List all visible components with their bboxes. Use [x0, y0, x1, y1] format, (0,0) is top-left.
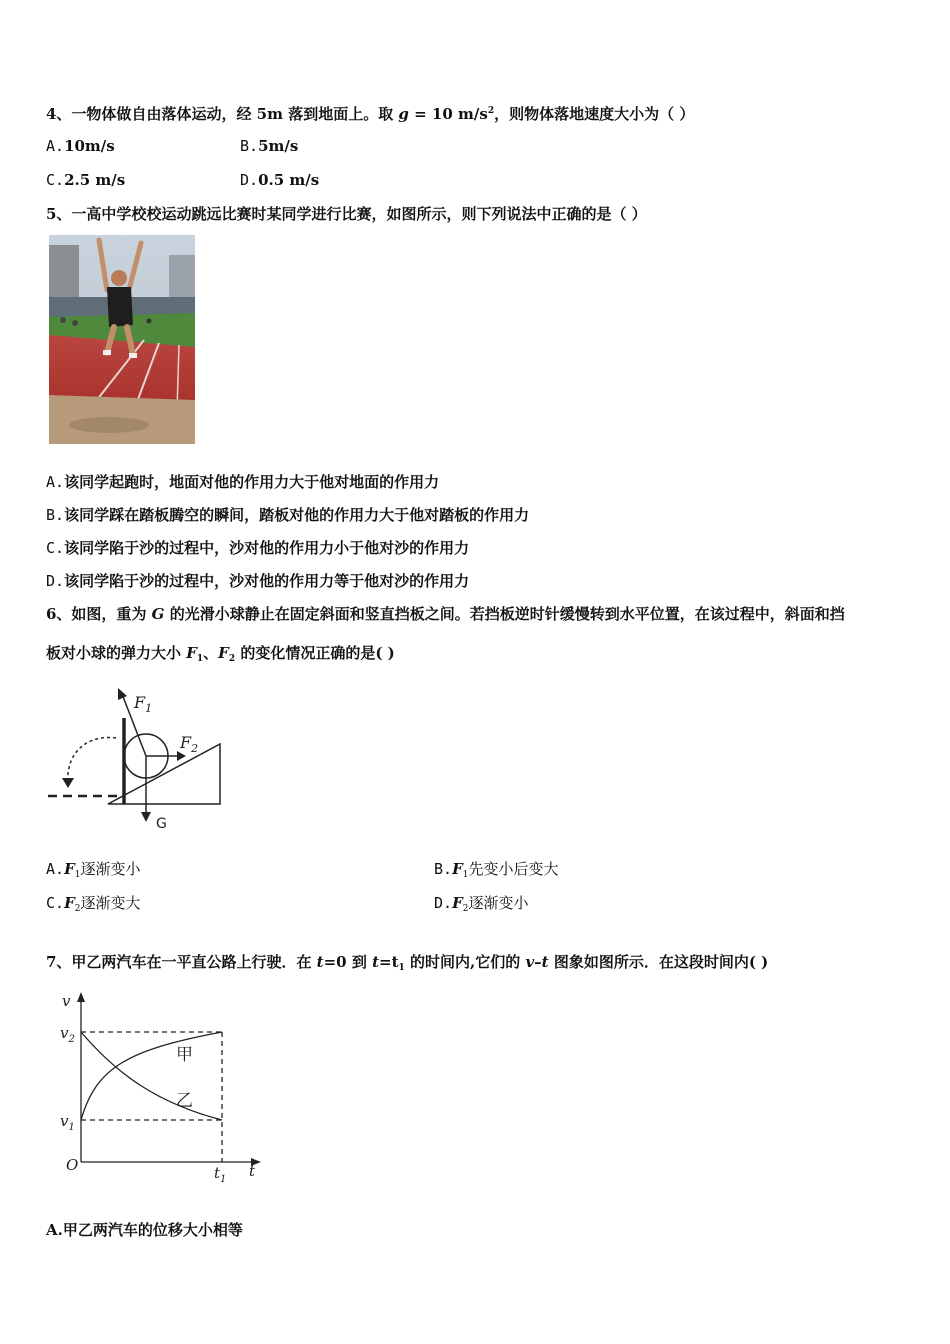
v-axis-arrowhead [77, 992, 85, 1002]
origin-label: O [66, 1156, 79, 1174]
q5-option-a[interactable]: A.该同学起跑时，地面对他的作用力大于他对地面的作用力 [46, 473, 440, 491]
jia-curve [81, 1032, 222, 1120]
jia-label: 甲 [176, 1045, 193, 1065]
spectator [60, 317, 66, 323]
q4-option-a[interactable]: A.10m/s [46, 137, 115, 155]
v1-label: $v_1$ [60, 1112, 75, 1133]
q7-option-a[interactable]: A.甲乙两汽车的位移大小相等 [46, 1221, 243, 1239]
q4-stem: 4、一物体做自由落体运动，经 5m 落到地面上。取 g = 10 $m/s^2$，则物体落地速度大小为（ ） [46, 105, 695, 123]
t1-label: $t_1$ [214, 1164, 227, 1183]
q4-option-d[interactable]: D.0.5 m/s [240, 171, 320, 189]
q5-option-d[interactable]: D.该同学陷于沙的过程中，沙对他的作用力等于他对沙的作用力 [46, 572, 470, 590]
q6-option-a[interactable]: $A.F_1$逐渐变小 [46, 860, 141, 880]
gravity-arrowhead [141, 812, 151, 822]
q5-option-c[interactable]: C.该同学陷于沙的过程中，沙对他的作用力小于他对沙的作用力 [46, 539, 470, 557]
yi-label: 乙 [176, 1091, 193, 1111]
q5-option-b[interactable]: B.该同学踩在踏板腾空的瞬间，踏板对他的作用力大于他对踏板的作用力 [46, 506, 530, 524]
q7-stem: 7、甲乙两汽车在一平直公路上行驶．在 t=0 到 $t=t_1$ 的时间内,它们的 v–t 图象如图所示．在这段时间内( ) [46, 953, 769, 973]
yi-curve [81, 1032, 222, 1120]
rotation-arrowhead [62, 778, 74, 788]
f2-arrowhead [177, 751, 186, 761]
f1-label: $F_1$ [134, 693, 153, 715]
q4-option-c[interactable]: C.2.5 m/s [46, 171, 126, 189]
q4-option-b[interactable]: B.5m/s [240, 137, 299, 155]
incline-ball-diagram [46, 682, 236, 832]
q6-option-c[interactable]: $C.F_2$逐渐变大 [46, 894, 141, 914]
spectator [147, 319, 152, 324]
q6-stem-line2: 板对小球的弹力大小 $F_1$、$F_2$ 的变化情况正确的是( ) [46, 644, 395, 664]
g-label: G [156, 816, 167, 832]
v-axis-label: v [62, 992, 71, 1010]
q6-option-b[interactable]: $B.F_1$先变小后变大 [434, 860, 559, 880]
q6-stem-line1: 6、如图，重为 G 的光滑小球静止在固定斜面和竖直挡板之间。若挡板逆时针缓慢转到水平位置，在该过程中，斜面和挡 [46, 605, 845, 623]
spectator [72, 320, 78, 326]
q6-option-d[interactable]: $D.F_2$逐渐变小 [434, 894, 529, 914]
v-t-graph [56, 988, 268, 1183]
building [49, 245, 79, 305]
f1-arrowhead [118, 688, 127, 700]
f2-label: $F_2$ [180, 733, 199, 755]
q5-stem: 5、一高中学校校运动跳远比赛时某同学进行比赛，如图所示，则下列说法中正确的是（ ） [46, 205, 647, 223]
long-jump-photo [49, 235, 195, 444]
rotation-path [68, 737, 116, 782]
t-axis-label: t [249, 1162, 256, 1180]
v2-label: $v_2$ [60, 1024, 75, 1045]
